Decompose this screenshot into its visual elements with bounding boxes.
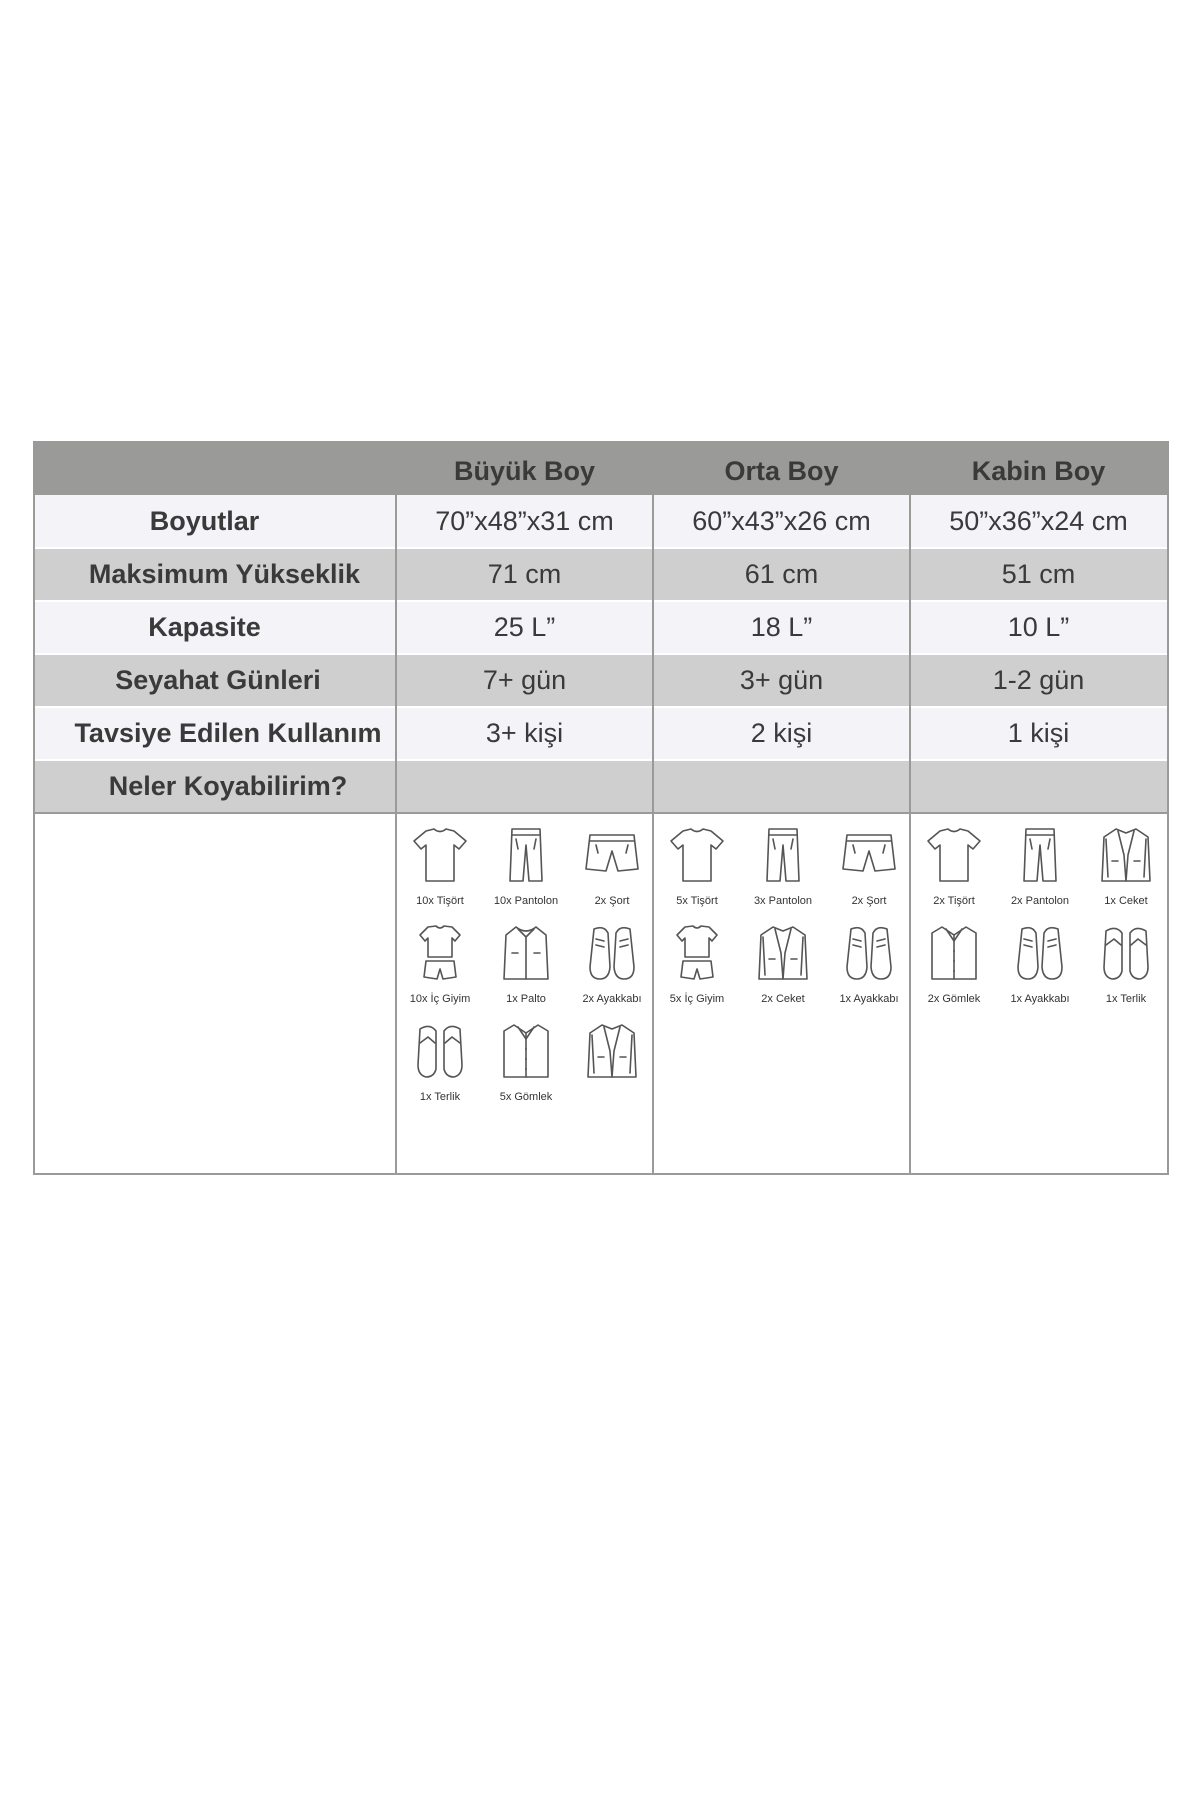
item-label: 5x Tişört — [676, 895, 718, 907]
item-label: 1x Ayakkabı — [839, 993, 899, 1005]
shirt-icon — [496, 1021, 556, 1081]
item-label: 10x İç Giyim — [409, 993, 471, 1005]
shorts-icon — [839, 825, 899, 885]
column-header-kabin-boy: Kabin Boy — [971, 456, 1106, 486]
item-underwear — [654, 923, 740, 1005]
row-label: Seyahat Günleri — [115, 665, 321, 695]
item-label: 10x Pantolon — [493, 895, 559, 907]
column-header-buyuk-boy: Büyük Boy — [453, 456, 596, 486]
row-divider — [35, 547, 1167, 549]
table-row — [35, 548, 1167, 601]
item-trousers — [997, 825, 1083, 907]
item-shirt — [483, 1021, 569, 1103]
items-orta-boy — [654, 815, 909, 1175]
cell-value: 7+ gün — [482, 665, 567, 695]
item-tshirt — [654, 825, 740, 907]
cell-value: 70”x48”x31 cm — [435, 506, 614, 536]
item-label: 2x Tişört — [933, 895, 975, 907]
item-shoes — [826, 923, 912, 1005]
item-jacket — [1083, 825, 1169, 907]
row-label: Boyutlar — [149, 506, 260, 536]
jacket-icon — [753, 923, 813, 983]
row-label: Maksimum Yükseklik — [88, 559, 361, 589]
item-jacket — [740, 923, 826, 1005]
item-shorts — [569, 825, 655, 907]
item-jacket — [569, 1021, 655, 1091]
cell-value: 2 kişi — [750, 718, 813, 748]
item-trousers — [483, 825, 569, 907]
underwear-icon — [667, 923, 727, 983]
table-row — [35, 495, 1167, 548]
cell-value — [910, 760, 1167, 813]
cell-value: 50”x36”x24 cm — [949, 506, 1128, 536]
shirt-icon — [924, 923, 984, 983]
cell-value: 3+ gün — [739, 665, 824, 695]
item-label: 1x Terlik — [1105, 993, 1147, 1005]
row-divider — [35, 812, 1167, 814]
item-slippers — [1083, 923, 1169, 1005]
row-divider — [35, 759, 1167, 761]
item-coat — [483, 923, 569, 1005]
shorts-icon — [582, 825, 642, 885]
item-label: 5x İç Giyim — [669, 993, 725, 1005]
shoes-icon — [582, 923, 642, 983]
item-trousers — [740, 825, 826, 907]
slippers-icon — [1096, 923, 1156, 983]
cell-value: 10 L” — [1007, 612, 1070, 642]
cell-value: 3+ kişi — [485, 718, 564, 748]
row-label: Tavsiye Edilen Kullanım — [74, 718, 382, 748]
item-label: 2x Şort — [851, 895, 887, 907]
cell-value — [396, 760, 653, 813]
items-buyuk-boy — [397, 815, 652, 1175]
item-label: 2x Pantolon — [1010, 895, 1070, 907]
trousers-icon — [496, 825, 556, 885]
item-label: 2x Ayakkabı — [582, 993, 642, 1005]
item-label: 5x Gömlek — [499, 1091, 553, 1103]
item-label: 2x Gömlek — [927, 993, 981, 1005]
item-slippers — [397, 1021, 483, 1103]
table-row — [35, 760, 1167, 813]
slippers-icon — [410, 1021, 470, 1081]
cell-value: 51 cm — [1001, 559, 1076, 589]
item-label: 1x Terlik — [419, 1091, 461, 1103]
shoes-icon — [1010, 923, 1070, 983]
cell-value: 25 L” — [493, 612, 556, 642]
item-shoes — [569, 923, 655, 1005]
column-header-orta-boy: Orta Boy — [724, 456, 839, 486]
tshirt-icon — [924, 825, 984, 885]
item-label: 2x Şort — [594, 895, 630, 907]
table-row — [35, 707, 1167, 760]
item-shirt — [911, 923, 997, 1005]
row-label: Kapasite — [148, 612, 261, 642]
trousers-icon — [753, 825, 813, 885]
row-divider — [35, 706, 1167, 708]
item-tshirt — [397, 825, 483, 907]
cell-value: 60”x43”x26 cm — [692, 506, 871, 536]
tshirt-icon — [667, 825, 727, 885]
item-tshirt — [911, 825, 997, 907]
item-shoes — [997, 923, 1083, 1005]
item-underwear — [397, 923, 483, 1005]
table-row — [35, 654, 1167, 707]
item-label: 1x Ceket — [1104, 895, 1148, 907]
cell-value: 71 cm — [487, 559, 562, 589]
cell-value: 1-2 gün — [992, 665, 1085, 695]
cell-value: 61 cm — [744, 559, 819, 589]
table-header — [35, 443, 1167, 495]
trousers-icon — [1010, 825, 1070, 885]
item-label: 10x Tişört — [416, 895, 464, 907]
row-divider — [35, 600, 1167, 602]
cell-value — [653, 760, 910, 813]
item-label: 1x Ayakkabı — [1010, 993, 1070, 1005]
jacket-icon — [582, 1021, 642, 1081]
table-row — [35, 601, 1167, 654]
row-label: Neler Koyabilirim? — [108, 771, 348, 801]
item-shorts — [826, 825, 912, 907]
item-label: 2x Ceket — [761, 993, 805, 1005]
items-kabin-boy — [911, 815, 1166, 1175]
cell-value: 18 L” — [750, 612, 813, 642]
row-divider — [35, 653, 1167, 655]
tshirt-icon — [410, 825, 470, 885]
shoes-icon — [839, 923, 899, 983]
coat-icon — [496, 923, 556, 983]
item-label: 3x Pantolon — [753, 895, 813, 907]
underwear-icon — [410, 923, 470, 983]
luggage-size-table — [33, 441, 1169, 1175]
item-label: 1x Palto — [506, 993, 546, 1005]
cell-value: 1 kişi — [1007, 718, 1070, 748]
jacket-icon — [1096, 825, 1156, 885]
